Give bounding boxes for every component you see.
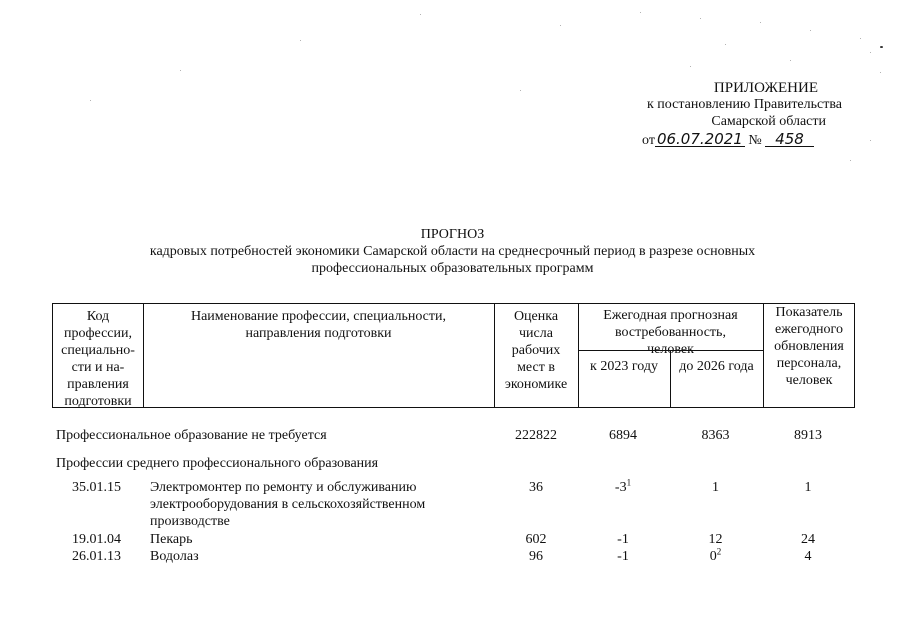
handwritten-date: 06.07.2021 bbox=[656, 130, 743, 148]
table-header bbox=[52, 303, 855, 408]
from-label: от bbox=[642, 133, 655, 148]
summary-estimate: 222822 bbox=[515, 428, 557, 443]
appendix-region-line: Самарской области bbox=[711, 114, 826, 129]
number-label: № bbox=[748, 133, 762, 148]
row-2023: -1 bbox=[617, 532, 629, 547]
row-renewal: 24 bbox=[801, 532, 815, 547]
footnote-mark: 1 bbox=[626, 477, 632, 488]
header-renewal: Показатель ежегодного обновления персонала, человек bbox=[774, 305, 844, 388]
row-code: 26.01.13 bbox=[72, 549, 121, 564]
header-code: Код профессии, специально- сти и на- правления подготовки bbox=[61, 309, 135, 409]
summary-renewal: 8913 bbox=[794, 428, 822, 443]
row-2023: $-3^1$ bbox=[614, 477, 632, 495]
handwritten-number: 458 bbox=[765, 132, 814, 147]
header-estimate: Оценка числа рабочих мест в экономике bbox=[504, 309, 568, 392]
section-heading: Профессии среднего профессионального образования bbox=[56, 456, 379, 471]
row-code: 35.01.15 bbox=[72, 480, 121, 495]
summary-2023: 6894 bbox=[609, 428, 637, 443]
row-name-line-1: Водолаз bbox=[150, 549, 199, 564]
row-estimate: 96 bbox=[529, 549, 543, 564]
heading-title: ПРОГНОЗ bbox=[420, 227, 485, 242]
header-demand: Ежегодная прогнозная востребованность, человек bbox=[603, 308, 738, 357]
row-2026: $0^2$ bbox=[709, 546, 722, 564]
appendix-title: ПРИЛОЖЕНИЕ bbox=[713, 80, 818, 96]
appendix-date-number-line bbox=[642, 132, 814, 149]
row-code: 19.01.04 bbox=[72, 532, 121, 547]
heading-line-2: профессиональных образовательных программ bbox=[311, 261, 594, 276]
appendix-resolution-line: к постановлению Правительства bbox=[646, 97, 842, 112]
row-name-line-1: Электромонтер по ремонту и обслуживанию bbox=[150, 480, 417, 495]
row-2026: 12 bbox=[708, 532, 723, 547]
row-estimate: 602 bbox=[525, 532, 547, 547]
summary-2026: 8363 bbox=[701, 428, 730, 443]
row-renewal: 1 bbox=[804, 480, 812, 495]
row-renewal: 4 bbox=[804, 549, 812, 564]
header-demand-2023: к 2023 году bbox=[590, 359, 658, 374]
footnote-mark: 2 bbox=[716, 546, 722, 557]
row-estimate: 36 bbox=[529, 480, 543, 495]
row-2026: 1 bbox=[712, 480, 719, 495]
summary-label: Профессиональное образование не требуется bbox=[56, 428, 327, 443]
header-demand-2026: до 2026 года bbox=[679, 359, 754, 374]
heading-line-1: кадровых потребностей экономики Самарской области на среднесрочный период в разрезе основных bbox=[149, 244, 756, 259]
row-name-line-2: электрооборудования в сельскохозяйственном bbox=[150, 497, 426, 512]
header-name: Наименование профессии, специальности, направления подготовки bbox=[190, 309, 447, 341]
row-name-line-3: производстве bbox=[150, 514, 230, 529]
row-name-line-1: Пекарь bbox=[150, 532, 193, 547]
row-2023: -1 bbox=[617, 549, 629, 564]
document-heading bbox=[0, 226, 905, 277]
